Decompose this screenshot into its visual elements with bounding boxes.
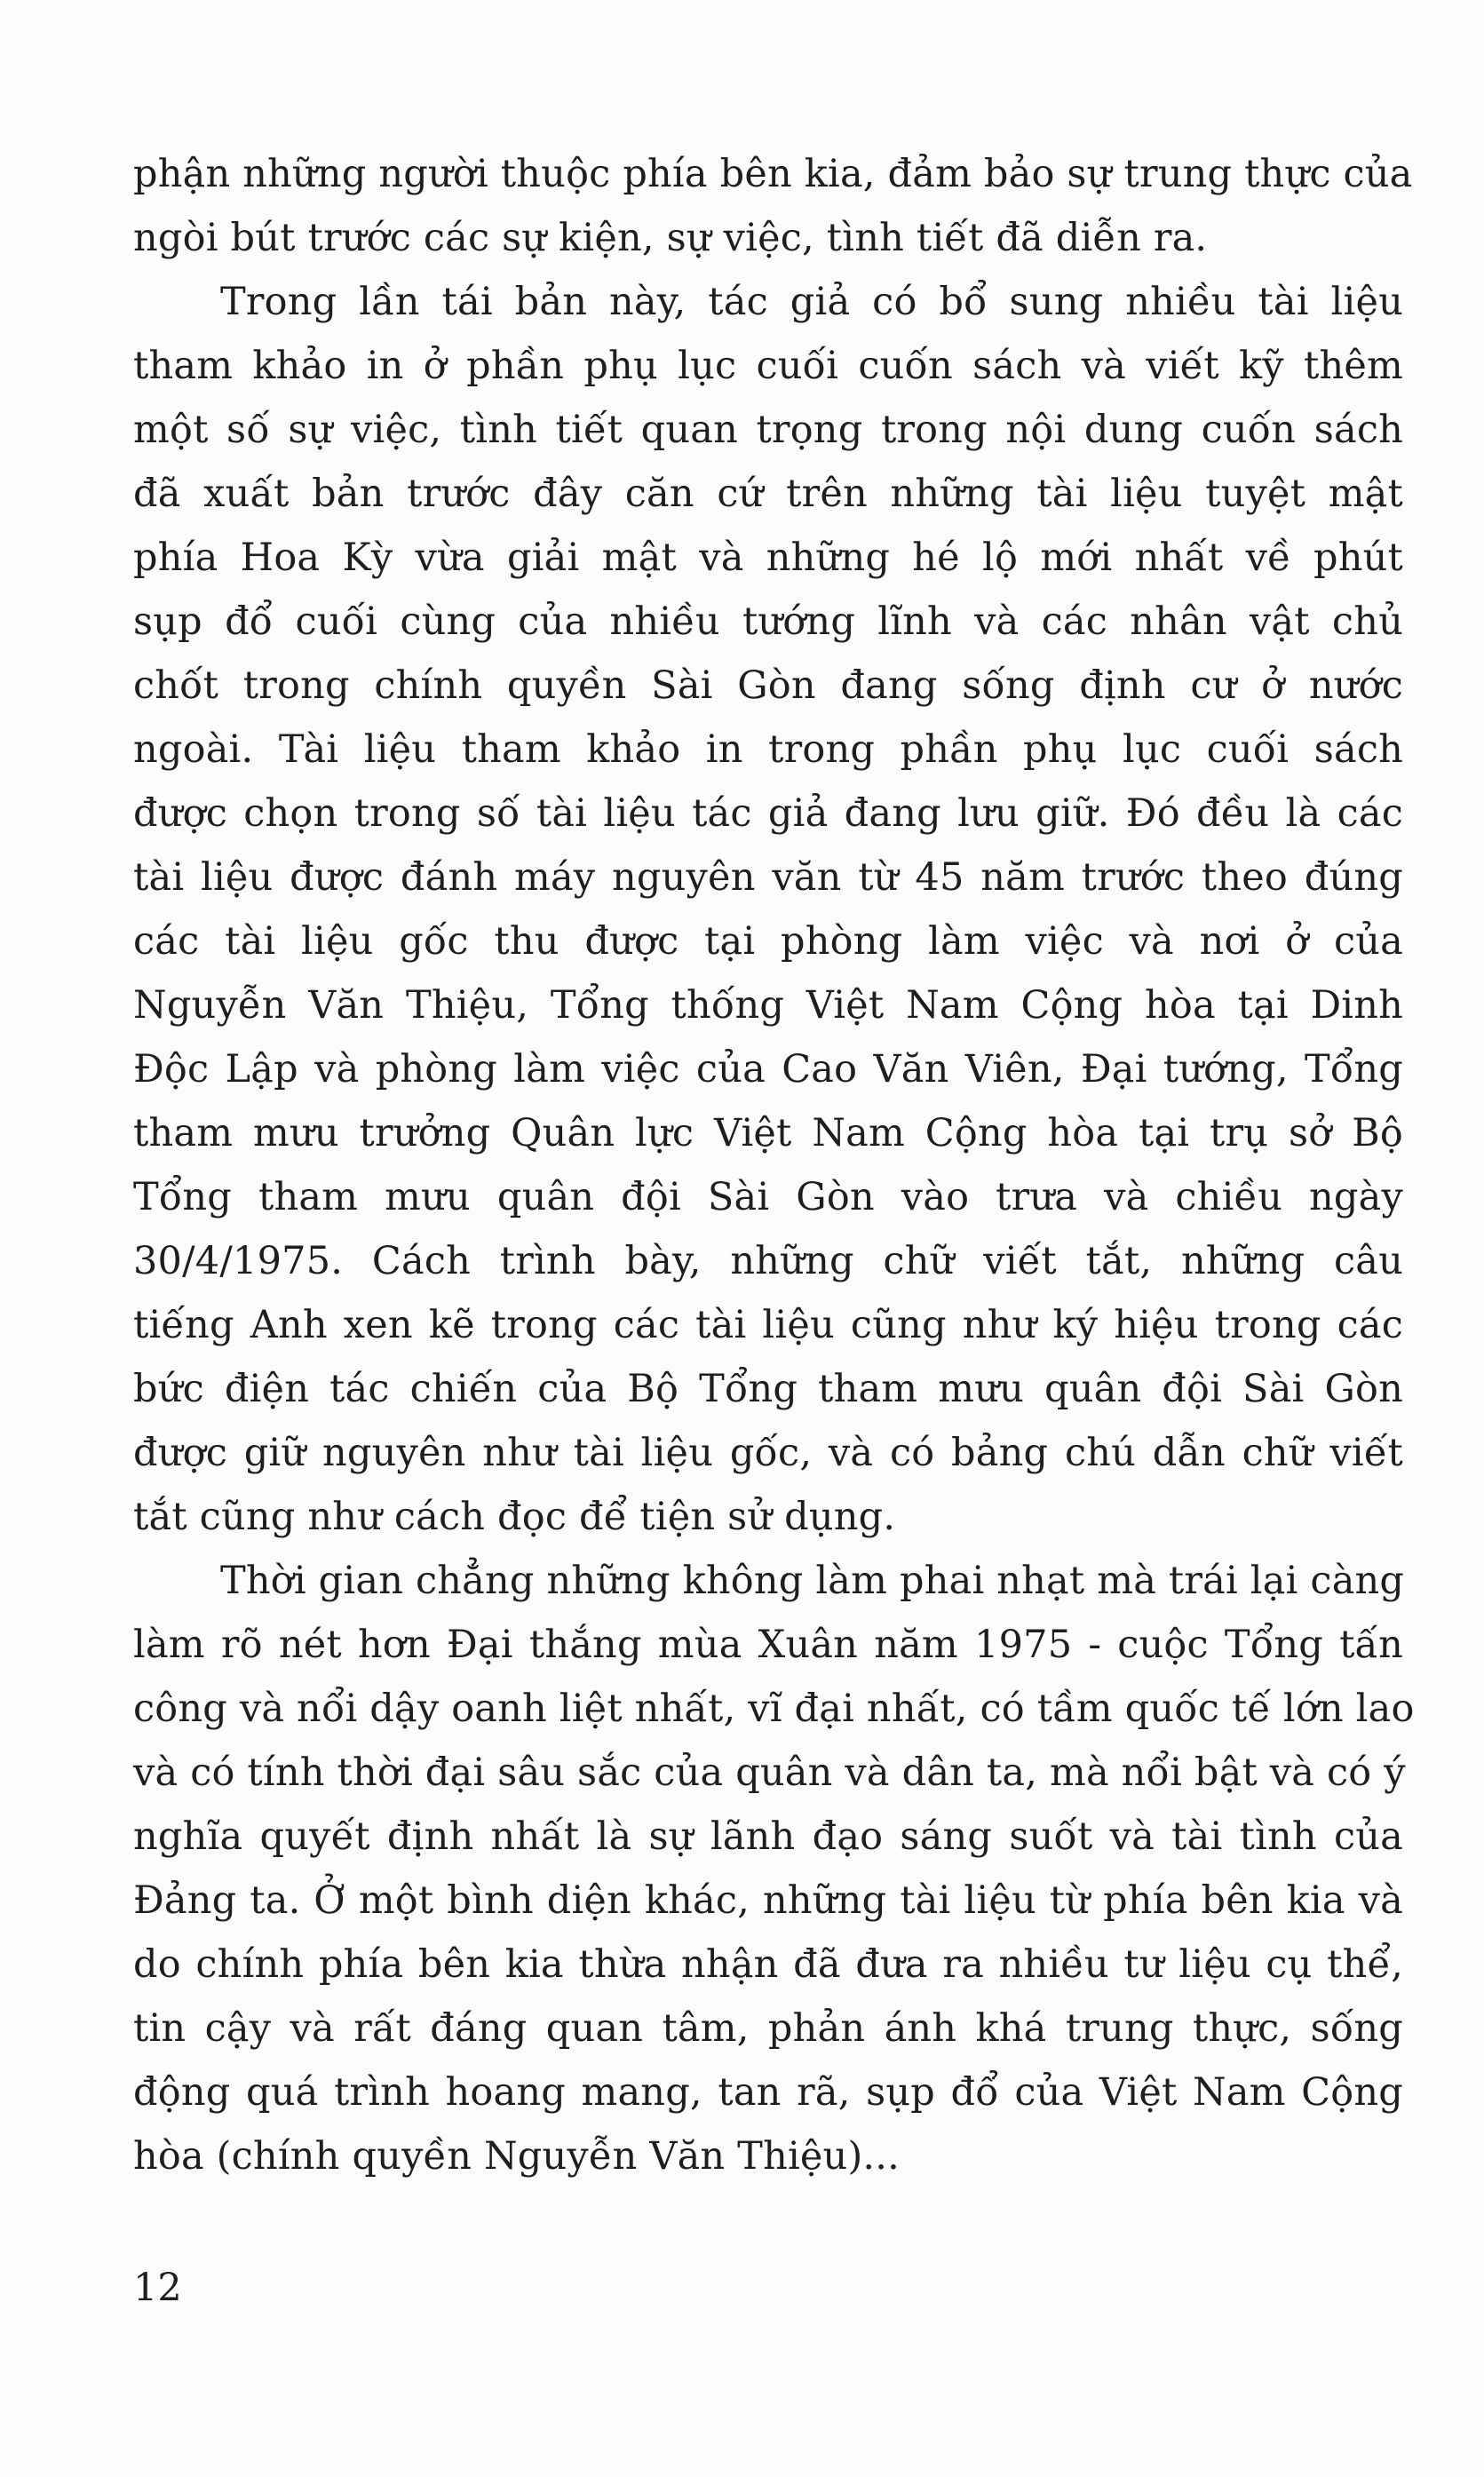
text-line: phận những người thuộc phía bên kia, đảm bảo sự trung thực của	[133, 152, 1413, 196]
text-line: làm rõ nét hơn Đại thắng mùa Xuân năm 1975 - cuộc Tổng tấn	[133, 1623, 1403, 1667]
text-line: phía Hoa Kỳ vừa giải mật và những hé lộ mới nhất về phút	[133, 536, 1403, 580]
text-line: được giữ nguyên như tài liệu gốc, và có bảng chú dẫn chữ viết	[133, 1431, 1403, 1475]
text-line: Đảng ta. Ở một bình diện khác, những tài liệu từ phía bên kia và	[133, 1878, 1403, 1923]
text-line: và có tính thời đại sâu sắc của quân và dân ta, mà nổi bật và có ý	[133, 1751, 1406, 1795]
text-line: tắt cũng như cách đọc để tiện sử dụng.	[133, 1495, 896, 1539]
text-line: được chọn trong số tài liệu tác giả đang lưu giữ. Đó đều là các	[133, 791, 1403, 836]
text-line: hòa (chính quyền Nguyễn Văn Thiệu)...	[133, 2134, 901, 2179]
text-line: nghĩa quyết định nhất là sự lãnh đạo sáng suốt và tài tình của	[133, 1814, 1403, 1859]
text-line: Nguyễn Văn Thiệu, Tổng thống Việt Nam Cộng hòa tại Dinh	[133, 983, 1403, 1028]
text-line: công và nổi dậy oanh liệt nhất, vĩ đại nhất, có tầm quốc tế lớn lao	[133, 1687, 1415, 1731]
paragraph-victory	[133, 1549, 1415, 2188]
paragraph-reprint	[133, 270, 1403, 1549]
text-line: tham khảo in ở phần phụ lục cuối cuốn sách và viết kỹ thêm	[133, 344, 1403, 388]
text-line: sụp đổ cuối cùng của nhiều tướng lĩnh và các nhân vật chủ	[133, 599, 1403, 644]
text-line: chốt trong chính quyền Sài Gòn đang sống định cư ở nước	[133, 663, 1403, 708]
text-line: 30/4/1975. Cách trình bày, những chữ viết tắt, những câu	[133, 1239, 1403, 1283]
text-line: Độc Lập và phòng làm việc của Cao Văn Viên, Đại tướng, Tổng	[133, 1047, 1403, 1092]
text-line: bức điện tác chiến của Bộ Tổng tham mưu quân đội Sài Gòn	[133, 1367, 1403, 1411]
text-line: một số sự việc, tình tiết quan trọng trong nội dung cuốn sách	[133, 408, 1403, 452]
text-line: Tổng tham mưu quân đội Sài Gòn vào trưa và chiều ngày	[133, 1175, 1403, 1219]
text-line: động quá trình hoang mang, tan rã, sụp đổ của Việt Nam Cộng	[133, 2070, 1403, 2115]
text-line: ngoài. Tài liệu tham khảo in trong phần phụ lục cuối sách	[133, 727, 1403, 772]
text-line: đã xuất bản trước đây căn cứ trên những tài liệu tuyệt mật	[133, 472, 1403, 516]
page-body	[133, 142, 1415, 2188]
text-line: Trong lần tái bản này, tác giả có bổ sung nhiều tài liệu	[220, 280, 1403, 324]
page-number: 12	[133, 2266, 182, 2310]
paragraph-continued	[133, 142, 1413, 270]
text-line: Thời gian chẳng những không làm phai nhạt mà trái lại càng	[220, 1559, 1405, 1603]
text-line: tài liệu được đánh máy nguyên văn từ 45 năm trước theo đúng	[133, 855, 1403, 900]
text-line: do chính phía bên kia thừa nhận đã đưa ra nhiều tư liệu cụ thể,	[133, 1942, 1403, 1987]
text-line: tiếng Anh xen kẽ trong các tài liệu cũng như ký hiệu trong các	[133, 1303, 1403, 1347]
text-line: tham mưu trưởng Quân lực Việt Nam Cộng hòa tại trụ sở Bộ	[133, 1111, 1403, 1155]
text-line: các tài liệu gốc thu được tại phòng làm việc và nơi ở của	[133, 919, 1403, 964]
text-line: tin cậy và rất đáng quan tâm, phản ánh khá trung thực, sống	[133, 2006, 1403, 2051]
text-line: ngòi bút trước các sự kiện, sự việc, tình tiết đã diễn ra.	[133, 216, 1208, 260]
